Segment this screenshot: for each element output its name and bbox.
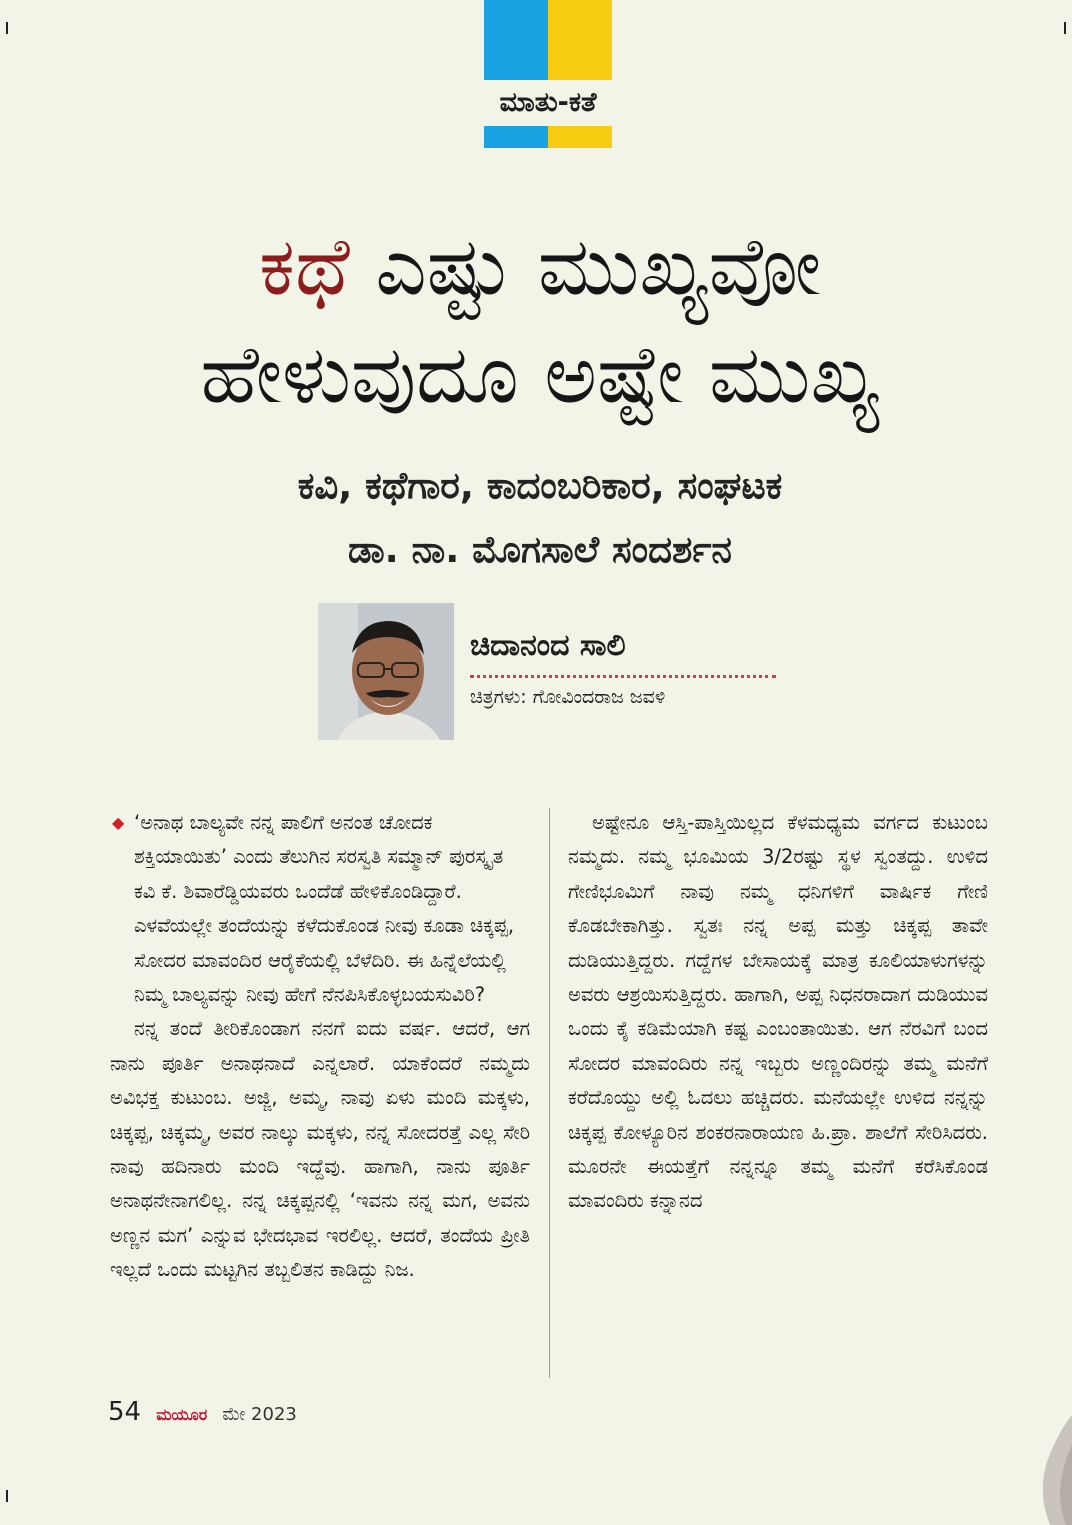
headline-accent-word: ಕಥೆ	[259, 220, 350, 313]
question-text: ‘ಅನಾಥ ಬಾಲ್ಯವೇ ನನ್ನ ಪಾಲಿಗೆ ಅನಂತ ಚೋದಕ ಶಕ್ತಿಯಾಯಿತು’ ಎಂದು ತೆಲುಗಿನ ಸರಸ್ವತಿ ಸಮ್ಮಾನ್ ಪುರಸ್ಕೃತ ಕವಿ ಕೆ. ಶಿವಾರೆಡ್ಡಿಯವರು ಒಂದೆಡೆ ಹೇಳಿಕೊಂಡಿದ್ದಾರೆ. ಎಳವೆಯಲ್ಲೇ ತಂದೆಯನ್ನು ಕಳೆದುಕೊಂಡ ನೀವು ಕೂಡಾ ಚಿಕ್ಕಪ್ಪ, ಸೋದರ ಮಾವಂದಿರ ಆರೈಕೆಯಲ್ಲಿ ಬೆಳೆದಿರಿ. ಈ ಹಿನ್ನೆಲೆಯಲ್ಲಿ ನಿಮ್ಮ ಬಾಲ್ಯವನ್ನು ನೀವು ಹೇಗೆ ನೆನಪಿಸಿಕೊಳ್ಳಬಯಸುವಿರಿ?	[134, 811, 515, 1007]
diamond-bullet-icon: ◆	[112, 813, 125, 832]
headline-line-1	[60, 212, 1020, 322]
section-label: ಮಾತು-ಕತೆ	[499, 87, 597, 118]
crop-mark	[6, 1490, 8, 1502]
header-yellow-bar	[548, 126, 612, 148]
crop-mark	[6, 22, 8, 34]
corner-decoration	[1016, 1395, 1072, 1525]
interview-question	[110, 806, 530, 1012]
magazine-logo: ಮಯೂರ	[156, 1405, 208, 1424]
author-photo	[318, 603, 454, 740]
photo-credit: ಚಿತ್ರಗಳು: ಗೋವಿಂದರಾಜ ಜವಳಿ	[470, 686, 666, 708]
page-number: 54	[108, 1397, 142, 1427]
issue-date: ಮೇ 2023	[222, 1404, 297, 1425]
column-divider	[549, 808, 550, 1378]
crop-mark	[1064, 22, 1066, 34]
author-name: ಚಿದಾನಂದ ಸಾಲಿ	[470, 628, 626, 663]
header-yellow-block	[548, 0, 612, 80]
article-column-right	[568, 806, 988, 1219]
article-column-left	[110, 806, 530, 1288]
headline-line-1-rest: ಎಷ್ಟು ಮುಖ್ಯವೋ	[375, 220, 821, 313]
author-portrait	[318, 603, 454, 740]
subtitle-line-1: ಕವಿ, ಕಥೆಗಾರ, ಕಾದಂಬರಿಕಾರ, ಸಂಘಟಕ	[297, 464, 783, 507]
page-folio	[108, 1394, 297, 1430]
byline-divider	[470, 675, 776, 678]
headline-line-2: ಹೇಳುವುದೂ ಅಷ್ಟೇ ಮುಖ್ಯ	[200, 328, 880, 421]
header-blue-block	[484, 0, 548, 80]
section-header	[484, 0, 612, 148]
header-blue-bar	[484, 126, 548, 148]
subtitle-line-2: ಡಾ. ನಾ. ಮೊಗಸಾಲೆ ಸಂದರ್ಶನ	[348, 528, 732, 571]
answer-paragraph: ನನ್ನ ತಂದೆ ತೀರಿಕೊಂಡಾಗ ನನಗೆ ಐದು ವರ್ಷ. ಆದರೆ, ಆಗ ನಾನು ಪೂರ್ತಿ ಅನಾಥನಾದೆ ಎನ್ನಲಾರೆ. ಯಾಕೆಂದರೆ ನಮ್ಮದು ಅವಿಭಕ್ತ ಕುಟುಂಬ. ಅಜ್ಜಿ, ಅಮ್ಮ, ನಾವು ಏಳು ಮಂದಿ ಮಕ್ಕಳು, ಚಿಕ್ಕಪ್ಪ, ಚಿಕ್ಕಮ್ಮ, ಅವರ ನಾಲ್ಕು ಮಕ್ಕಳು, ನನ್ನ ಸೋದರತ್ತೆ ಎಲ್ಲ ಸೇರಿ ನಾವು ಹದಿನಾರು ಮಂದಿ ಇದ್ದೆವು. ಹಾಗಾಗಿ, ನಾನು ಪೂರ್ತಿ ಅನಾಥನೇನಾಗಲಿಲ್ಲ. ನನ್ನ ಚಿಕ್ಕಪ್ಪನಲ್ಲಿ ‘ಇವನು ನನ್ನ ಮಗ, ಅವನು ಅಣ್ಣನ ಮಗ’ ಎನ್ನುವ ಭೇದಭಾವ ಇರಲಿಲ್ಲ. ಆದರೆ, ತಂದೆಯ ಪ್ರೀತಿ ಇಲ್ಲದೆ ಒಂದು ಮಟ್ಟಗಿನ ತಬ್ಬಲಿತನ ಕಾಡಿದ್ದು ನಿಜ.	[110, 1017, 530, 1282]
answer-paragraph: ಅಷ್ಟೇನೂ ಆಸ್ತಿ-ಪಾಸ್ತಿಯಿಲ್ಲದ ಕೆಳಮಧ್ಯಮ ವರ್ಗದ ಕುಟುಂಬ ನಮ್ಮದು. ನಮ್ಮ ಭೂಮಿಯ 3/2ರಷ್ಟು ಸ್ಥಳ ಸ್ವಂತದ್ದು. ಉಳಿದ ಗೇಣಿಭೂಮಿಗೆ ನಾವು ನಮ್ಮ ಧನಿಗಳಿಗೆ ವಾರ್ಷಿಕ ಗೇಣಿ ಕೊಡಬೇಕಾಗಿತ್ತು. ಸ್ವತಃ ನನ್ನ ಅಪ್ಪ ಮತ್ತು ಚಿಕ್ಕಪ್ಪ ತಾವೇ ದುಡಿಯುತ್ತಿದ್ದರು. ಗದ್ದೆಗಳ ಬೇಸಾಯಕ್ಕೆ ಮಾತ್ರ ಕೂಲಿಯಾಳುಗಳನ್ನು ಅವರು ಆಶ್ರಯಿಸುತ್ತಿದ್ದರು. ಹಾಗಾಗಿ, ಅಪ್ಪ ನಿಧನರಾದಾಗ ದುಡಿಯುವ ಒಂದು ಕೈ ಕಡಿಮೆಯಾಗಿ ಕಷ್ಟ ಎಂಬಂತಾಯಿತು. ಆಗ ನೆರವಿಗೆ ಬಂದ ಸೋದರ ಮಾವಂದಿರು ನನ್ನ ಇಬ್ಬರು ಅಣ್ಣಂದಿರನ್ನು ತಮ್ಮ ಮನೆಗೆ ಕರೆದೊಯ್ದು ಅಲ್ಲಿ ಓದಲು ಹಚ್ಚಿದರು. ಮನೆಯಲ್ಲೇ ಉಳಿದ ನನ್ನನ್ನು ಚಿಕ್ಕಪ್ಪ ಕೋಳ್ಯೂರಿನ ಶಂಕರನಾರಾಯಣ ಹಿ.ಪ್ರಾ. ಶಾಲೆಗೆ ಸೇರಿಸಿದರು. ಮೂರನೇ ಈಯತ್ತೆಗೆ ನನ್ನನ್ನೂ ತಮ್ಮ ಮನೆಗೆ ಕರೆಸಿಕೊಂಡ ಮಾವಂದಿರು ಕನ್ನಾನದ	[568, 811, 988, 1213]
